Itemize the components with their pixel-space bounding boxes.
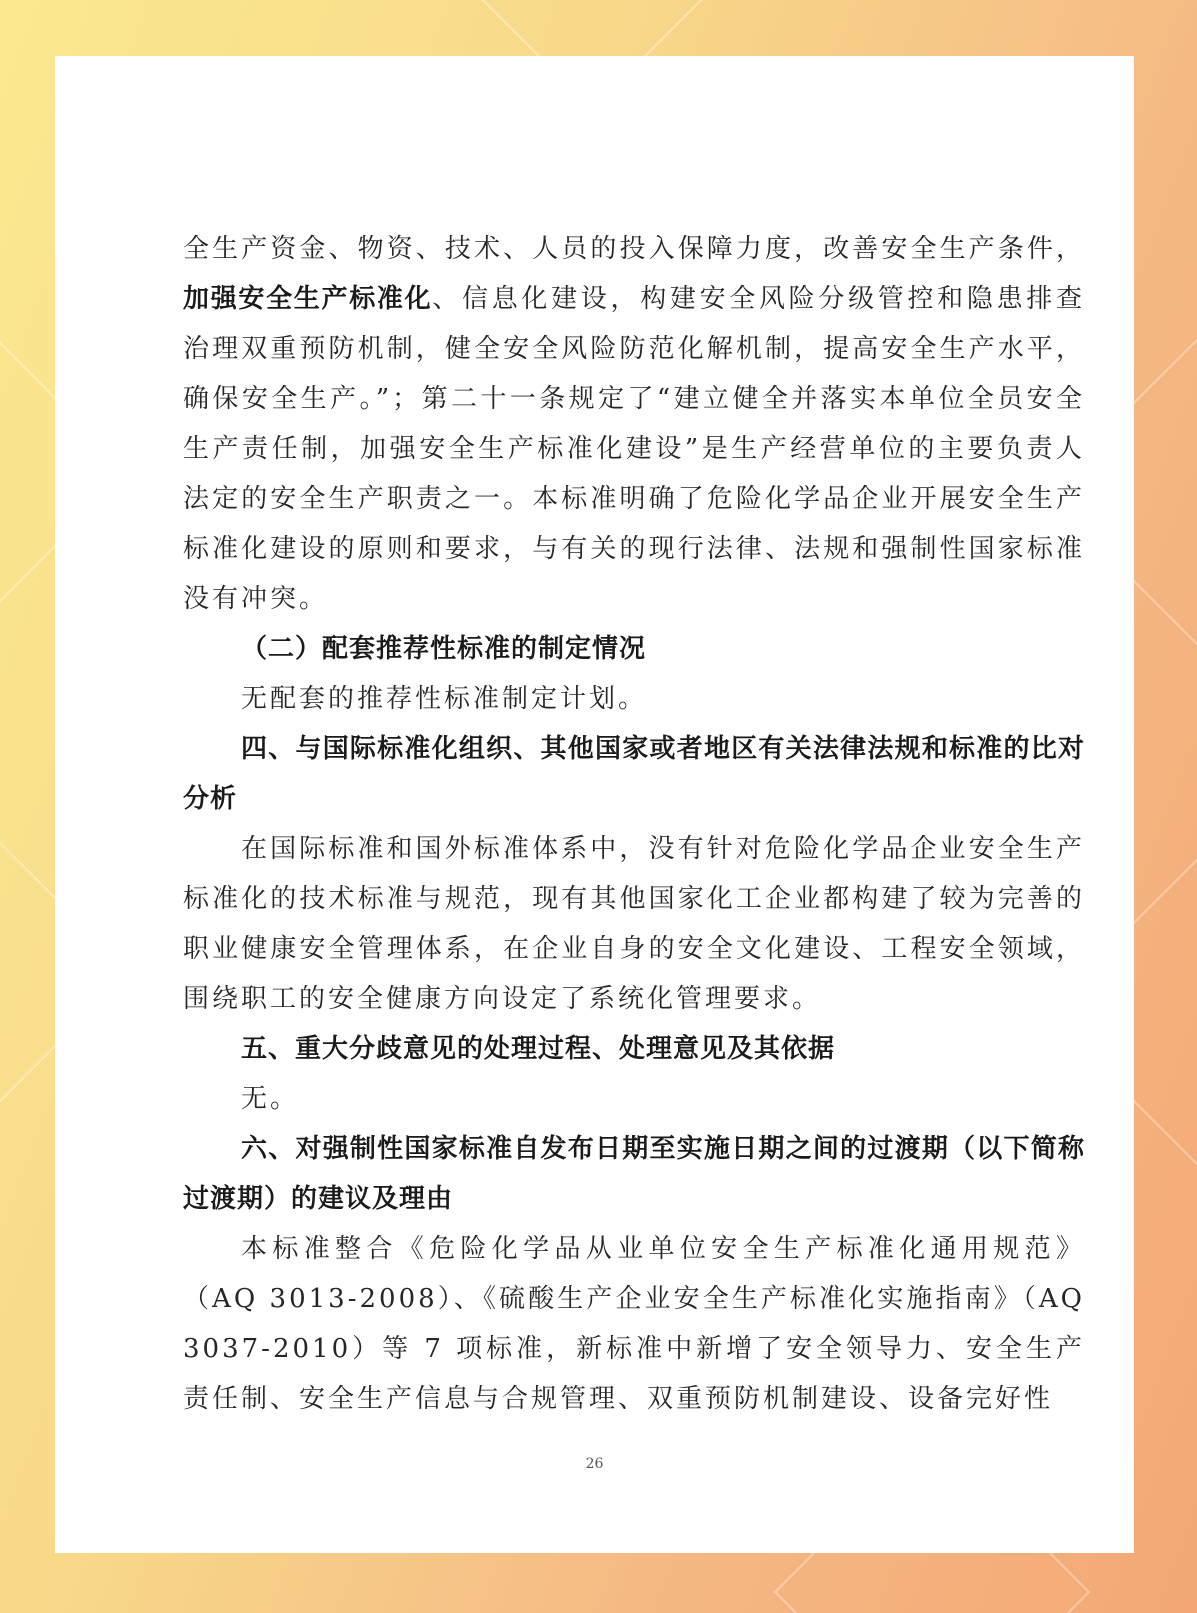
bold-text: 六、对强制性国家标准自发布日期至实施日期之间的过渡期（以下简称过渡期）的建议及理由	[183, 1134, 1085, 1214]
text-segment: 在国际标准和国外标准体系中，没有针对危险化学品企业安全生产标准化的技术标准与规范，现有其他国家化工企业都构建了较为完善的职业健康安全管理体系，在企业自身的安全文化建设、工程安全领域，围绕职工的安全健康方向设定了系统化管理要求。	[183, 834, 1085, 1014]
document-body	[183, 224, 1085, 1424]
section-heading	[183, 1024, 1085, 1074]
body-paragraph	[183, 1224, 1085, 1424]
text-segment: 、信息化建设，构建安全风险分级管控和隐患排查治理双重预防机制，健全安全风险防范化解机制，提高安全生产水平，确保安全生产。”；第二十一条规定了“建立健全并落实本单位全员安全生产责任制，加强安全生产标准化建设”是生产经营单位的主要负责人法定的安全生产职责之一。本标准明确了危险化学品企业开展安全生产标准化建设的原则和要求，与有关的现行法律、法规和强制性国家标准没有冲突。	[183, 284, 1085, 614]
body-paragraph	[183, 224, 1085, 624]
text-segment: 无配套的推荐性标准制定计划。	[241, 684, 648, 714]
body-paragraph	[183, 824, 1085, 1024]
text-segment: 全生产资金、物资、技术、人员的投入保障力度，改善安全生产条件，	[183, 234, 1085, 264]
text-segment: 无。	[241, 1084, 300, 1114]
bold-text: 四、与国际标准化组织、其他国家或者地区有关法律法规和标准的比对分析	[183, 734, 1085, 814]
document-page	[55, 56, 1134, 1553]
section-heading	[183, 724, 1085, 824]
text-segment: 本标准整合《危险化学品从业单位安全生产标准化通用规范》（AQ 3013-2008）、《硫酸生产企业安全生产标准化实施指南》（AQ 3037-2010）等 7 项标准，新标准中新增了安全领导力、安全生产责任制、安全生产信息与合规管理、双重预防机制建设、设备完好性	[183, 1234, 1085, 1414]
section-heading	[183, 1124, 1085, 1224]
body-paragraph	[183, 1074, 1085, 1124]
bold-text: （二）配套推荐性标准的制定情况	[241, 634, 647, 664]
bold-text: 加强安全生产标准化	[183, 284, 433, 314]
bold-text: 五、重大分歧意见的处理过程、处理意见及其依据	[241, 1034, 836, 1064]
section-heading	[183, 624, 1085, 674]
body-paragraph	[183, 674, 1085, 724]
page-number: 26	[585, 1456, 604, 1472]
